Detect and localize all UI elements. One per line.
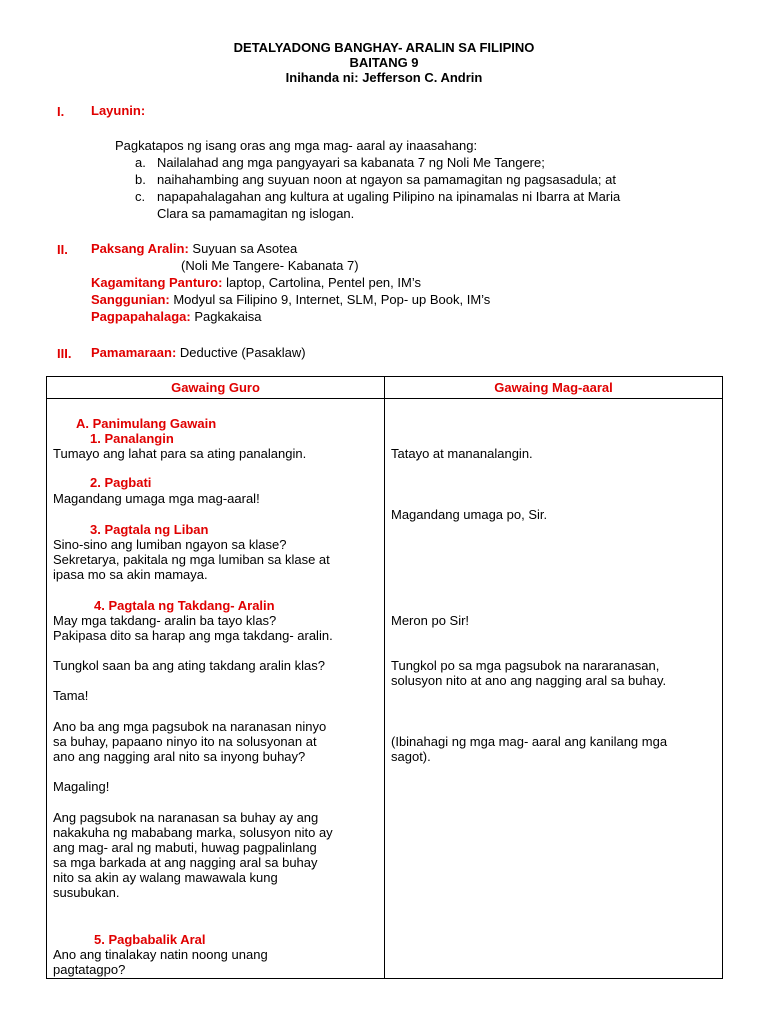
prepared-by: Inihanda ni: Jefferson C. Andrin (285, 70, 483, 85)
magaling-text: Magaling! (53, 779, 110, 794)
guro-column (47, 399, 385, 979)
question-2-line-3: ano ang nagging aral nito sa inyong buhay? (53, 749, 306, 764)
pagpapahalaga-line (91, 309, 262, 325)
paksang-aralin-label: Paksang Aralin: (91, 241, 189, 256)
step-3-line-1: Sino-sino ang lumiban ngayon sa klase? (53, 537, 287, 552)
paksang-aralin-sub: (Noli Me Tangere- Kabanata 7) (181, 258, 359, 273)
kagamitang-label: Kagamitang Panturo: (91, 275, 223, 290)
step-5-line-2: pagtatagpo? (53, 962, 126, 977)
paragraph-line-6: susubukan. (53, 885, 120, 900)
objective-c-letter: c. (135, 189, 146, 204)
step-5-line-1: Ano ang tinalakay natin noong unang (53, 947, 268, 962)
step-1-title: 1. Panalangin (90, 431, 174, 446)
section-2-number: II. (57, 242, 68, 257)
step-4-title: 4. Pagtala ng Takdang- Aralin (94, 598, 275, 613)
step-3-line-2: Sekretarya, pakitala ng mga lumiban sa klase at (53, 552, 330, 567)
response-1: Tatayo at mananalangin. (391, 446, 533, 461)
step-1-text: Tumayo ang lahat para sa ating panalangin. (53, 446, 307, 461)
sanggunian-value: Modyul sa Filipino 9, Internet, SLM, Pop- up Book, IM’s (173, 292, 491, 307)
kagamitang-value: laptop, Cartolina, Pentel pen, IM’s (226, 275, 421, 290)
question-2-line-1: Ano ba ang mga pagsubok na naranasan ninyo (53, 719, 327, 734)
pagpapahalaga-label: Pagpapahalaga: (91, 309, 191, 324)
header-cell-magaaral (385, 377, 723, 399)
response-q2-line-2: sagot). (391, 749, 431, 764)
step-5-title: 5. Pagbabalik Aral (94, 932, 206, 947)
paragraph-line-4: sa mga barkada at ang nagging aral sa buhay (53, 855, 318, 870)
response-4: Meron po Sir! (391, 613, 470, 628)
response-q1-line-1: Tungkol po sa mga pagsubok na nararanasan, (391, 658, 660, 673)
section-1-label: Layunin: (91, 103, 146, 118)
lesson-table (46, 376, 723, 979)
objectives-intro: Pagkatapos ng isang oras ang mga mag- aaral ay inaasahang: (115, 138, 478, 153)
pamamaraan-value: Deductive (Pasaklaw) (179, 345, 306, 360)
objective-b: naihahambing ang suyuan noon at ngayon sa pamamagitan ng pagsasadula; at (157, 172, 616, 187)
sanggunian-line (91, 292, 490, 308)
section-3-number: III. (57, 346, 72, 361)
step-4-line-2: Pakipasa dito sa harap ang mga takdang- aralin. (53, 628, 333, 643)
step-2-title: 2. Pagbati (90, 475, 152, 490)
paksang-aralin-line (91, 241, 297, 257)
paragraph-line-5: nito sa akin ay walang mawawala kung (53, 870, 278, 885)
objective-a-letter: a. (135, 155, 146, 170)
step-3-line-3: ipasa mo sa akin mamaya. (53, 567, 208, 582)
tama-text: Tama! (53, 688, 89, 703)
heading-panimulang-gawain: A. Panimulang Gawain (76, 416, 217, 431)
sanggunian-label: Sanggunian: (91, 292, 170, 307)
kagamitang-line (91, 275, 421, 291)
grade-level: BAITANG 9 (349, 55, 419, 70)
header-gawaing-magaaral: Gawaing Mag-aaral (494, 380, 613, 395)
objective-c: napapahalagahan ang kultura at ugaling Pilipino na ipinamalas ni Ibarra at Maria (157, 189, 621, 204)
pagpapahalaga-value: Pagkakaisa (194, 309, 262, 324)
magaaral-column (385, 399, 723, 979)
header-cell-guro (47, 377, 385, 399)
step-3-title: 3. Pagtala ng Liban (90, 522, 209, 537)
objective-c-continued: Clara sa pamamagitan ng islogan. (157, 206, 355, 221)
question-2-line-2: sa buhay, papaano ninyo ito na solusyonan at (53, 734, 317, 749)
question-1: Tungkol saan ba ang ating takdang aralin klas? (53, 658, 325, 673)
step-4-line-1: May mga takdang- aralin ba tayo klas? (53, 613, 277, 628)
document-title: DETALYADONG BANGHAY- ARALIN SA FILIPINO (233, 40, 535, 55)
section-1-number: I. (57, 104, 65, 119)
paragraph-line-2: nakakuha ng mababang marka, solusyon nito ay (53, 825, 333, 840)
step-2-text: Magandang umaga mga mag-aaral! (53, 491, 260, 506)
paragraph-line-1: Ang pagsubok na naranasan sa buhay ay ang (53, 810, 319, 825)
pamamaraan-label: Pamamaraan: (91, 345, 177, 360)
objective-a: Nailalahad ang mga pangyayari sa kabanata 7 ng Noli Me Tangere; (157, 155, 545, 170)
response-q1-line-2: solusyon nito at ano ang nagging aral sa buhay. (391, 673, 667, 688)
objective-b-letter: b. (135, 172, 146, 187)
header-gawaing-guro: Gawaing Guro (171, 380, 260, 395)
pamamaraan-line (91, 345, 306, 361)
response-q2-line-1: (Ibinahagi ng mga mag- aaral ang kanilang mga (391, 734, 668, 749)
paragraph-line-3: ang mag- aral ng mabuti, huwag pagpalinlang (53, 840, 317, 855)
paksang-aralin-value: Suyuan sa Asotea (192, 241, 298, 256)
response-2: Magandang umaga po, Sir. (391, 507, 548, 522)
